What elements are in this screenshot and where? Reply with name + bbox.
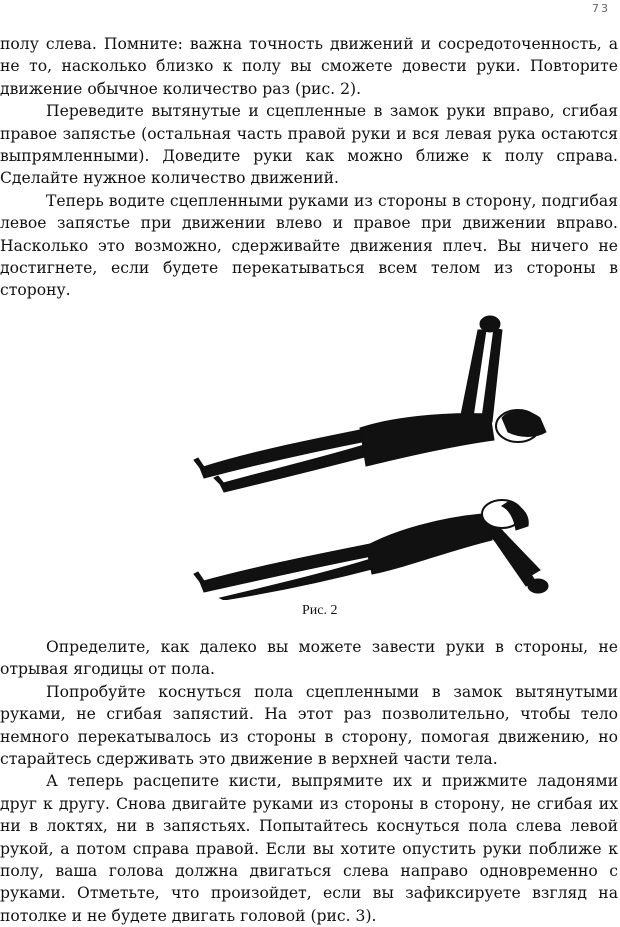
figure-arms-up: [194, 316, 546, 492]
figure-arms-side: [194, 500, 548, 600]
exercise-drawing: [190, 300, 570, 600]
text-block-top: [0, 33, 618, 302]
paragraph: Определите, как далеко вы можете завести руки в стороны, не отрывая ягодицы от пола.: [0, 638, 618, 679]
figure-caption: Рис. 2: [302, 603, 338, 618]
text-block-bottom: [0, 636, 618, 927]
paragraph: Переведите вытянутые и сцепленные в замок руки вправо, сгибая правое запястье (остальная часть правой руки и вся левая рука остаются выпрямленными). Доведите руки как можно ближе к полу справа. Сделайте нужное количество движений.: [0, 102, 618, 188]
page-number: 73: [592, 2, 610, 15]
paragraph: Попробуйте коснуться пола сцепленными в замок вытянутыми руками, не сгибая запястий. На этот раз позволительно, чтобы тело немного перекатывалось из стороны в сторону, помогая движению, но старайтесь сдерживать это движение в верхней части тела.: [0, 682, 618, 769]
paragraph: полу слева. Помните: важна точность движений и сосредоточенность, а не то, насколько близко к полу вы сможете довести руки. Повторите движение обычное количество раз (рис. 2).: [0, 35, 618, 98]
figure-exercise-illustration: [190, 300, 570, 630]
paragraph: Теперь водите сцепленными руками из стороны в сторону, подгибая левое запястье при движении влево и правое при движении вправо. Насколько это возможно, сдерживайте движения плеч. Вы ничего не достигнете, если будете перекатываться всем телом из стороны в сторону.: [0, 191, 618, 300]
paragraph: А теперь расцепите кисти, выпрямите их и прижмите ладонями друг к другу. Снова двигайте руками из стороны в сторону, не сгибая их ни в локтях, ни в запястьях. Попытайтесь коснуться пола слева левой рукой, а потом справа правой. Если вы хотите опустить руки поближе к полу, ваша голова должна двигаться слева направо одновременно с руками. Отметьте, что произойдет, если вы зафиксируете взгляд на потолке и не будете двигать головой (рис. 3).: [0, 772, 618, 925]
